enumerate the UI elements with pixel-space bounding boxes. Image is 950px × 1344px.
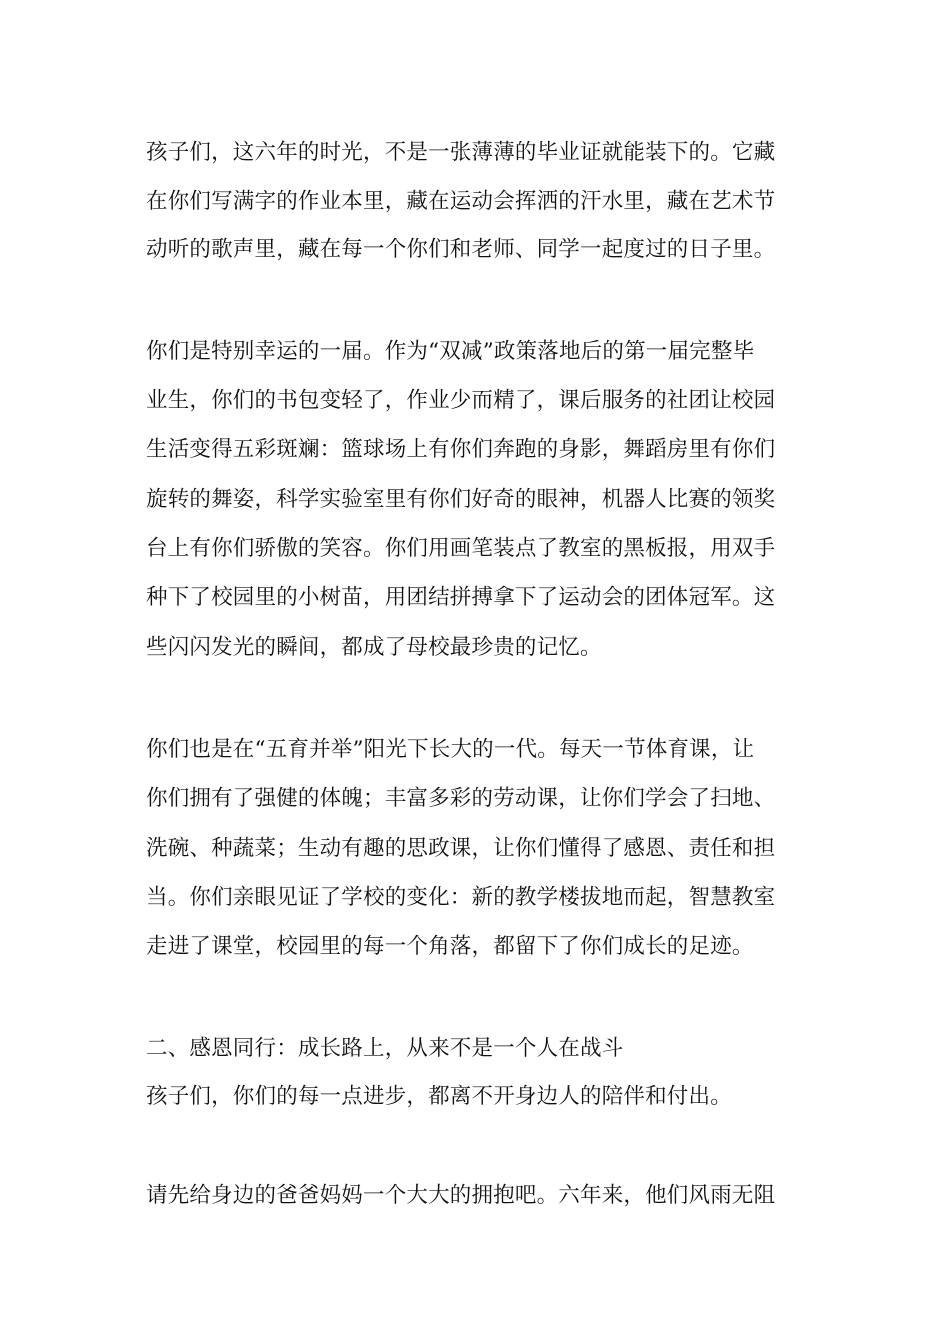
paragraph-1-line-1: 孩子们，这六年的时光，不是一张薄薄的毕业证就能装下的。它藏 <box>146 140 776 165</box>
paragraph-3-line-5: 走进了课堂，校园里的每一个角落，都留下了你们成长的足迹。 <box>146 934 754 959</box>
paragraph-1-line-3: 动听的歌声里，藏在每一个你们和老师、同学一起度过的日子里。 <box>146 237 776 262</box>
paragraph-3-line-2: 你们拥有了强健的体魄；丰富多彩的劳动课，让你们学会了扫地、 <box>146 786 776 811</box>
section-heading: 二、感恩同行：成长路上，从来不是一个人在战斗 <box>146 1036 624 1061</box>
paragraph-2-line-3: 生活变得五彩斑斓：篮球场上有你们奔跑的身影，舞蹈房里有你们 <box>146 437 776 462</box>
paragraph-3-line-4: 当。你们亲眼见证了学校的变化：新的教学楼拔地而起，智慧教室 <box>146 885 776 910</box>
paragraph-5-line-1: 请先给身边的爸爸妈妈一个大大的拥抱吧。六年来，他们风雨无阻 <box>146 1183 776 1208</box>
paragraph-2-line-7: 些闪闪发光的瞬间，都成了母校最珍贵的记忆。 <box>146 635 602 660</box>
paragraph-3-line-3: 洗碗、种蔬菜；生动有趣的思政课，让你们懂得了感恩、责任和担 <box>146 836 776 861</box>
paragraph-2-line-5: 台上有你们骄傲的笑容。你们用画笔装点了教室的黑板报，用双手 <box>146 536 776 561</box>
paragraph-3-line-1: 你们也是在“五育并举”阳光下长大的一代。每天一节体育课，让 <box>146 737 755 762</box>
paragraph-2-line-1: 你们是特别幸运的一届。作为“双减”政策落地后的第一届完整毕 <box>146 339 755 364</box>
paragraph-2-line-2: 业生，你们的书包变轻了，作业少而精了，课后服务的社团让校园 <box>146 388 776 413</box>
paragraph-1-line-2: 在你们写满字的作业本里，藏在运动会挥洒的汗水里，藏在艺术节 <box>146 189 776 214</box>
paragraph-4-line-1: 孩子们，你们的每一点进步，都离不开身边人的陪伴和付出。 <box>146 1084 732 1109</box>
paragraph-2-line-4: 旋转的舞姿，科学实验室里有你们好奇的眼神，机器人比赛的领奖 <box>146 487 776 512</box>
paragraph-2-line-6: 种下了校园里的小树苗，用团结拼搏拿下了运动会的团体冠军。这 <box>146 585 776 610</box>
